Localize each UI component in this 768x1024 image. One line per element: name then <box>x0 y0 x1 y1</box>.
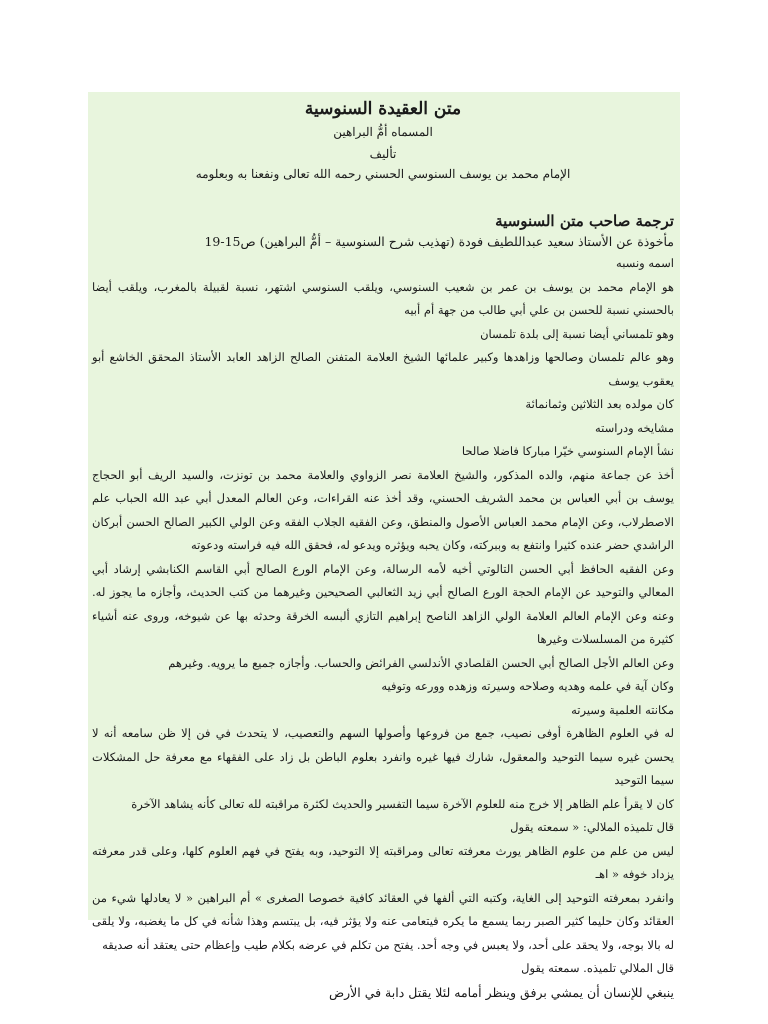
spacer <box>92 184 674 206</box>
paragraph: له في العلوم الظاهرة أوفى نصيب، جمع من فروعها وأصولها السهم والتعصيب، لا يتحدث في فن إلا ظن سامعه أنه لا يحسن غيره سيما التوحيد والمعقول، شارك فيها غيره وانفرد بعلوم الباطن بل زاد على الفقهاء مع معرفة حل المشكلات سيما التوحيد <box>92 726 674 787</box>
paragraph: أخذ عن جماعة منهم، والده المذكور، والشيخ العلامة نصر الزواوي والعلامة محمد بن تونزت، والسيد الريف أبو الحجاج يوسف بن أبي العباس بن محمد الشريف الحسني، وقد أخذ عنه القراءات، وعن العالم المعدل أبي عبد الله الحباب علم الاصطرلاب، وعن الإمام محمد العباس الأصول والمنطق، وعن الفقيه الجلاب الفقه وعن الولي الكبير الصالح الحسن أبركان الراشدي حضر عنده كثيرا وانتفع به وببركته، وكان يحبه ويؤثره ويدعو له، فحقق الله فيه فراسته ودعوته <box>92 467 674 552</box>
document-title: متن العقيدة السنوسية <box>304 99 462 119</box>
source-citation: مأخوذة عن الأستاذ سعيد عبداللطيف فودة (تهذيب شرح السنوسية – أمُّ البراهين) ص15-19 <box>204 234 674 249</box>
paragraph: كان مولده بعد الثلاثين وثمانمائة <box>525 397 674 411</box>
document-page <box>88 92 680 1000</box>
paragraph: وعن الفقيه الحافظ أبي الحسن التالوتي أخيه لأمه الرسالة، وعن الإمام الورع الصالح أبي القاسم الكنابشي إرشاد أبي المعالي والتوحيد عن الإمام الحجة الورع الصالح أبي زيد الثعالبي الصحيحين وغيرهما من كتب الحديث، وأجازه ما يجوز له. وعنه وعن الإمام العالم العلامة الولي الزاهد الناصح إبراهيم التازي ألبسه الخرقة وحدثه بها عن شيوخه، وروى عنه أشياء كثيرة من المسلسلات وغيرها <box>92 561 674 646</box>
paragraph: هو الإمام محمد بن يوسف بن عمر بن شعيب السنوسي، ويلقب السنوسي اشتهر، نسبة لقبيلة بالمغرب، ويلقب أيضا بالحسني نسبة للحسن بن علي أبي طالب من جهة أم أبيه <box>92 279 674 317</box>
paragraph: وهو تلمساني أيضا نسبة إلى بلدة تلمسان <box>480 326 674 341</box>
paragraph: قال الملالي تلميذه. سمعته يقول <box>521 961 674 975</box>
authorship-label: تأليف <box>369 147 397 161</box>
paragraph: اسمه ونسبه <box>616 256 674 270</box>
section-title: ترجمة صاحب متن السنوسية <box>495 212 674 230</box>
paragraph: وهو عالم تلمسان وصالحها وزاهدها وكبير علمائها الشيخ العلامة المتفنن الصالح الزاهد العابد الأستاذ المحقق الخاشع أبو يعقوب يوسف <box>92 350 674 388</box>
paragraph: نشأ الإمام السنوسي خيّرا مباركا فاضلا صالحا <box>461 444 674 458</box>
paragraph: كان لا يقرأ علم الظاهر إلا خرج منه للعلوم الآخرة سيما التفسير والحديث لكثرة مراقبته لله تعالى كأنه يشاهد الآخرة <box>131 796 674 811</box>
paragraph: قال تلميذه الملالي: « سمعته يقول <box>510 820 674 834</box>
document-subtitle: المسماه أمُّ البراهين <box>333 125 433 139</box>
author-line: الإمام محمد بن يوسف السنوسي الحسني رحمه الله تعالى ونفعنا به وبعلومه <box>195 167 571 181</box>
paragraph: وعن العالم الأجل الصالح أبي الحسن القلصادي الأندلسي الفرائض والحساب. وأجازه جميع ما يرويه. وغيرهم <box>168 655 674 670</box>
paragraph: وانفرد بمعرفته التوحيد إلى الغاية، وكتبه التي ألفها في العقائد كافية خصوصا الصغرى » أم البراهين « لا يعادلها شيء من العقائد وكان حليما كثير الصبر ربما يسمع ما يكره فيتعامى عنه ولا يؤثر فيه، بل يبتسم وهذا شأنه في كل ما يغضبه، ولا يلقى له بالا بوجه، ولا يحقد على أحد، ولا يعبس في وجه أحد. يفتح من تكلم في عرضه بكلام طيب وإعظام حتى يعتقد أنه صديقه <box>92 890 674 952</box>
paragraph: مشايخه ودراسته <box>594 420 674 435</box>
paragraph: وكان آية في علمه وهديه وصلاحه وسيرته وزهده وورعه وتوفيه <box>381 679 674 693</box>
paragraph: ليس من علم من علوم الظاهر يورث معرفته تعالى ومراقبته إلا التوحيد، وبه يفتح في فهم العلوم كلها، وعلى قدر معرفته يزداد خوفه « اهـ <box>92 843 674 881</box>
paragraph: مكانته العلمية وسيرته <box>571 702 674 717</box>
paragraph-last: ينبغي للإنسان أن يمشي برفق وينظر أمامه لئلا يقتل دابة في الأرض <box>328 984 674 1000</box>
